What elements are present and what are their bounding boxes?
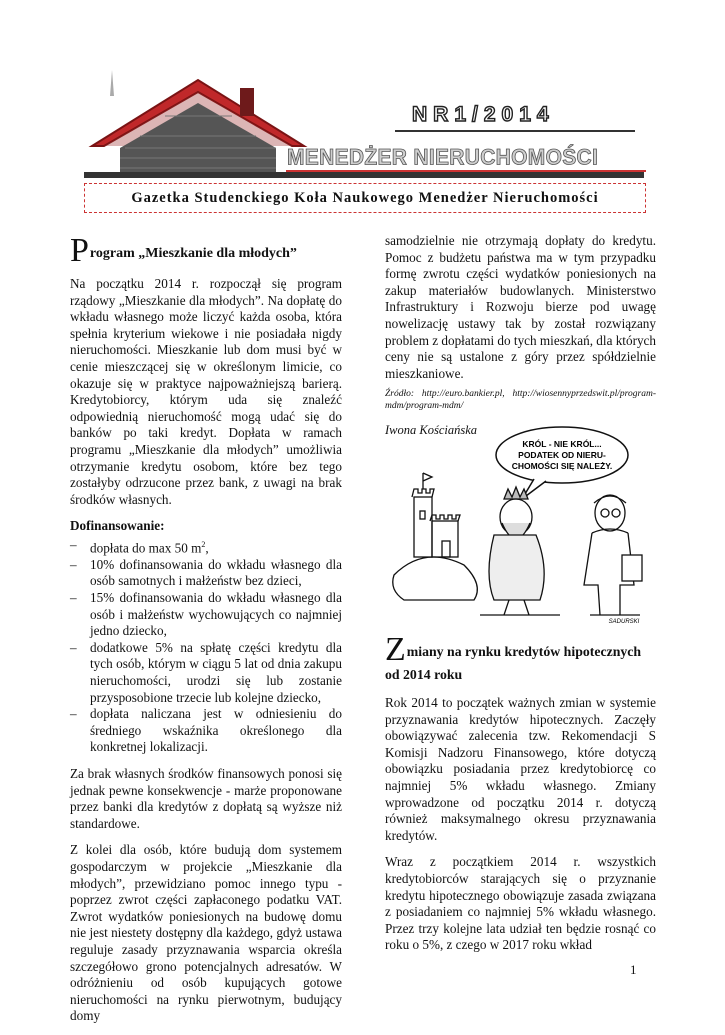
brand-title: MENEDŻER NIERUCHOMOŚCI bbox=[287, 145, 599, 170]
list-item bbox=[70, 537, 342, 557]
issue-number: NR1/2014 bbox=[412, 103, 555, 126]
article2-paragraph-2: Wraz z początkiem 2014 r. wszystkich kredytobiorców starających się o przyznanie kredytu hipotecznego obowiązuje zasada związana z posiadaniem co najmniej 5% wkładu własnego. Przez trzy kolejne lata udział ten będzie rosnąć co roku o 5%, z czego w 2017 roku wkład bbox=[385, 854, 656, 953]
funding-first-tail: , bbox=[205, 540, 209, 556]
source-note: Źródło: http://euro.bankier.pl, http://wiosennyprzedswit.pl/program-mdm/program-mdm/ bbox=[385, 389, 656, 412]
cartoon-signature: SADURSKI bbox=[608, 619, 640, 625]
author-name: Iwona Kościańska bbox=[385, 423, 478, 438]
list-item: – dodatkowe 5% na spłatę części kredytu dla tych osób, którym w ciągu 5 lat od dnia zakupu nieruchomości, urodzi się lub zostanie przysposobione trzecie lub kolejne dziecko, bbox=[70, 640, 342, 706]
article1-heading bbox=[70, 232, 342, 269]
article2-title: miany na rynku kredytów hipotecznych od 2014 roku bbox=[385, 644, 642, 682]
left-column bbox=[70, 232, 342, 1035]
king-figure bbox=[480, 487, 560, 615]
article1-paragraph-2: Za brak własnych środków finansowych ponosi się jednak pewne konsekwencje - marże proponowane przez banki dla kredytów z dopłatą są wyższe niż standardowe. bbox=[70, 766, 342, 831]
funding-list bbox=[70, 537, 342, 756]
ornament-spike bbox=[110, 70, 114, 96]
subtitle-text: Gazetka Studenckiego Koła Naukowego Menedżer Nieruchomości bbox=[131, 189, 599, 206]
officer-figure bbox=[584, 495, 642, 615]
article1-paragraph-4: samodzielnie nie otrzymają dopłaty do kredytu. Pomoc z budżetu państwa ma w tym przypadku formę zwrotu części wydatków poniesionych na zakup materiałów budowlanych. Ministerstwo Infrastruktury i Rozwoju bierze pod uwagę nowelizację ustawy tak by został rozwiązany problem z dopłatami do tych mieszkań, dla których ceny nie są ustalone z góry przez spółdzielnie mieszkaniowe. bbox=[385, 233, 657, 381]
article1-paragraph-1: Na początku 2014 r. rozpoczął się program rządowy „Mieszkanie dla młodych”. Na dopłatę do wkładu własnego może liczyć każda osoba, która spełnia kryterium wiekowe i nie posiadała nigdy nieruchomości. Mieszkanie lub dom musi być w cenie mieszczącej się w określonym limicie, co okazuje się w praktyce najpoważniejszą barierą. Kredytobiorcy, którym uda się znaleźć odpowiednią nieruchomość mogą udać się do banków po taki kredyt. Dopłata w ramach programu „Mieszkanie dla młodych” umożliwia otrzymanie kredytu osobom, które bez tego zostałyby odrzucone przez bank, z uwagi na brak środków własnych. bbox=[70, 276, 342, 507]
right-column bbox=[385, 233, 656, 449]
speech-line-1: KRÓL - NIE KRÓL... bbox=[522, 439, 602, 449]
subtitle-box bbox=[84, 183, 646, 213]
cartoon-illustration bbox=[384, 425, 656, 625]
article2-heading bbox=[385, 631, 656, 685]
speech-line-3: CHOMOŚCI SIĘ NALEŻY. bbox=[511, 461, 613, 471]
article2 bbox=[385, 631, 656, 964]
article1-title: rogram „Mieszkanie dla młodych” bbox=[89, 246, 297, 261]
article1-dropcap: P bbox=[70, 232, 89, 269]
funding-heading: Dofinansowanie: bbox=[70, 518, 165, 534]
funding-first-sup: 2 bbox=[201, 539, 206, 549]
chimney bbox=[240, 88, 254, 116]
issue-underline bbox=[395, 130, 635, 132]
page-number: 1 bbox=[630, 962, 637, 977]
article2-dropcap: Z bbox=[385, 631, 406, 668]
list-item: – 10% dofinansowania do wkładu własnego dla osób samotnych i małżeństw bez dzieci, bbox=[70, 557, 342, 590]
article1-paragraph-3: Z kolei dla osób, które budują dom systemem gospodarczym w projekcie „Mieszkanie dla młodych”, przewidziano pomoc innego typu - poprzez zwrot części zapłaconego podatku VAT. Zwrot wydatków poniesionych na budowę domu nie jest niestety dostępny dla każdego, gdyż ustawa reguluje zasady przyznawania wsparcia określa szczegółowo grono potencjalnych adresatów. W odróżnieniu od osób kupujących gotowe nieruchomości na rynku pierwotnym, budujący domy bbox=[70, 842, 342, 1024]
base-bar bbox=[84, 172, 644, 178]
speech-line-2: PODATEK OD NIERU- bbox=[518, 450, 606, 460]
funding-first-text: dopłata do max 50 m bbox=[90, 540, 202, 556]
masthead bbox=[0, 0, 725, 190]
article2-paragraph-1: Rok 2014 to początek ważnych zmian w systemie przyznawania kredytów hipotecznych. Zaczęły obowiązywać zalecenia tzw. Rekomendacji S Komisji Nadzoru Finansowego, które dotyczą obowiązku posiadania przez kredytobiorcę co najmniej 5% wkładu własnego. Zmiany wprowadzone od początku 2014 r. dotyczą również maksymalnego okresu przyznawania kredytów. bbox=[385, 695, 656, 843]
list-item: – dopłata naliczana jest w odniesieniu do średniego wskaźnika określonego dla konkretnej lokalizacji. bbox=[70, 706, 342, 756]
castle-drawing bbox=[393, 473, 478, 600]
list-item: – 15% dofinansowania do wkładu własnego dla osób i małżeństw wychowujących co najmniej jedno dziecko, bbox=[70, 590, 342, 640]
